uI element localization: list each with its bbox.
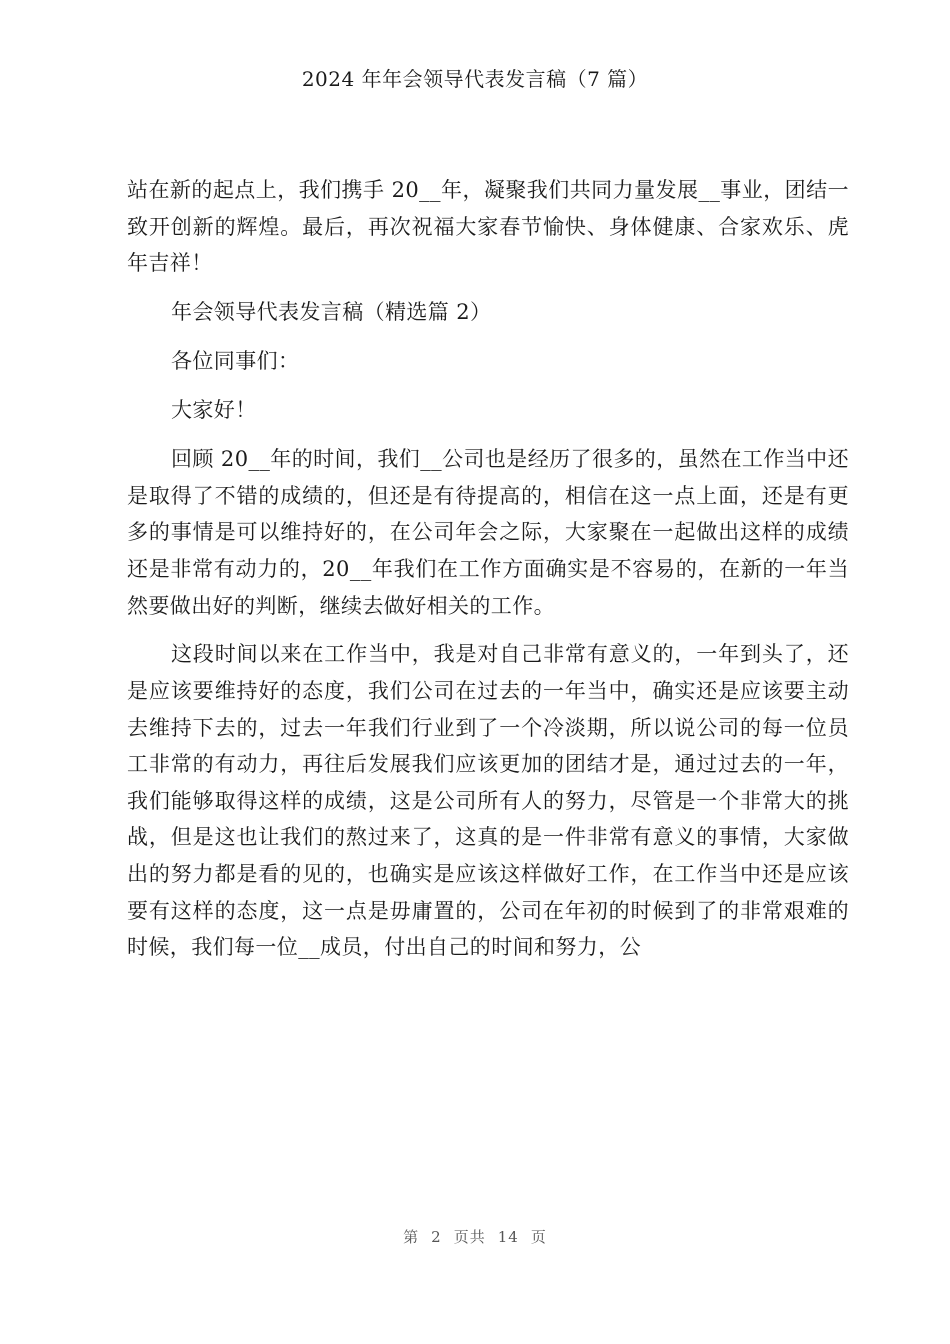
paragraph-work-attitude: 这段时间以来在工作当中，我是对自己非常有意义的，一年到头了，还是应该要维持好的态度，我们公司在过去的一年当中，确实还是应该要主动去维持下去的，过去一年我们行业到了一个冷淡期，所以说公司的每一位员工非常的有动力，再往后发展我们应该更加的团结才是，通过过去的一年，我们能够取得这样的成绩，这是公司所有人的努力，尽管是一个非常大的挑战，但是这也让我们的熬过来了，这真的是一件非常有意义的事情，大家做出的努力都是看的见的，也确实是应该这样做好工作，在工作当中还是应该要有这样的态度，这一点是毋庸置的，公司在年初的时候到了的非常艰难的时候，我们每一位__成员，付出自己的时间和努力，公 [127,642,849,960]
document-body [127,172,849,978]
total-pages-number: 14 [497,1228,519,1246]
page-label-prefix: 第 [403,1228,420,1246]
page-label-suffix: 页 [530,1228,547,1246]
section-heading-part-2: 年会领导代表发言稿（精选篇 2） [171,300,492,325]
paragraph-review: 回顾 20__年的时间，我们__公司也是经历了很多的，虽然在工作当中还是取得了不错的成绩的，但还是有待提高的，相信在这一点上面，还是有更多的事情是可以维持好的，在公司年会之际，大家聚在一起做出这样的成绩还是非常有动力的，20__年我们在工作方面确实是不容易的，在新的一年当然要做出好的判断，继续去做好相关的工作。 [127,447,849,618]
greeting: 大家好！ [171,398,257,423]
salutation: 各位同事们： [171,349,300,374]
paragraph-closing-wishes: 站在新的起点上，我们携手 20__年，凝聚我们共同力量发展__事业，团结一致开创新的辉煌。最后，再次祝福大家春节愉快、身体健康、合家欢乐、虎年吉祥！ [127,178,849,276]
document-title: 2024 年年会领导代表发言稿（7 篇） [301,67,649,91]
current-page-number: 2 [431,1228,442,1246]
page-label-mid: 页共 [453,1228,486,1246]
page-footer [0,1226,950,1248]
